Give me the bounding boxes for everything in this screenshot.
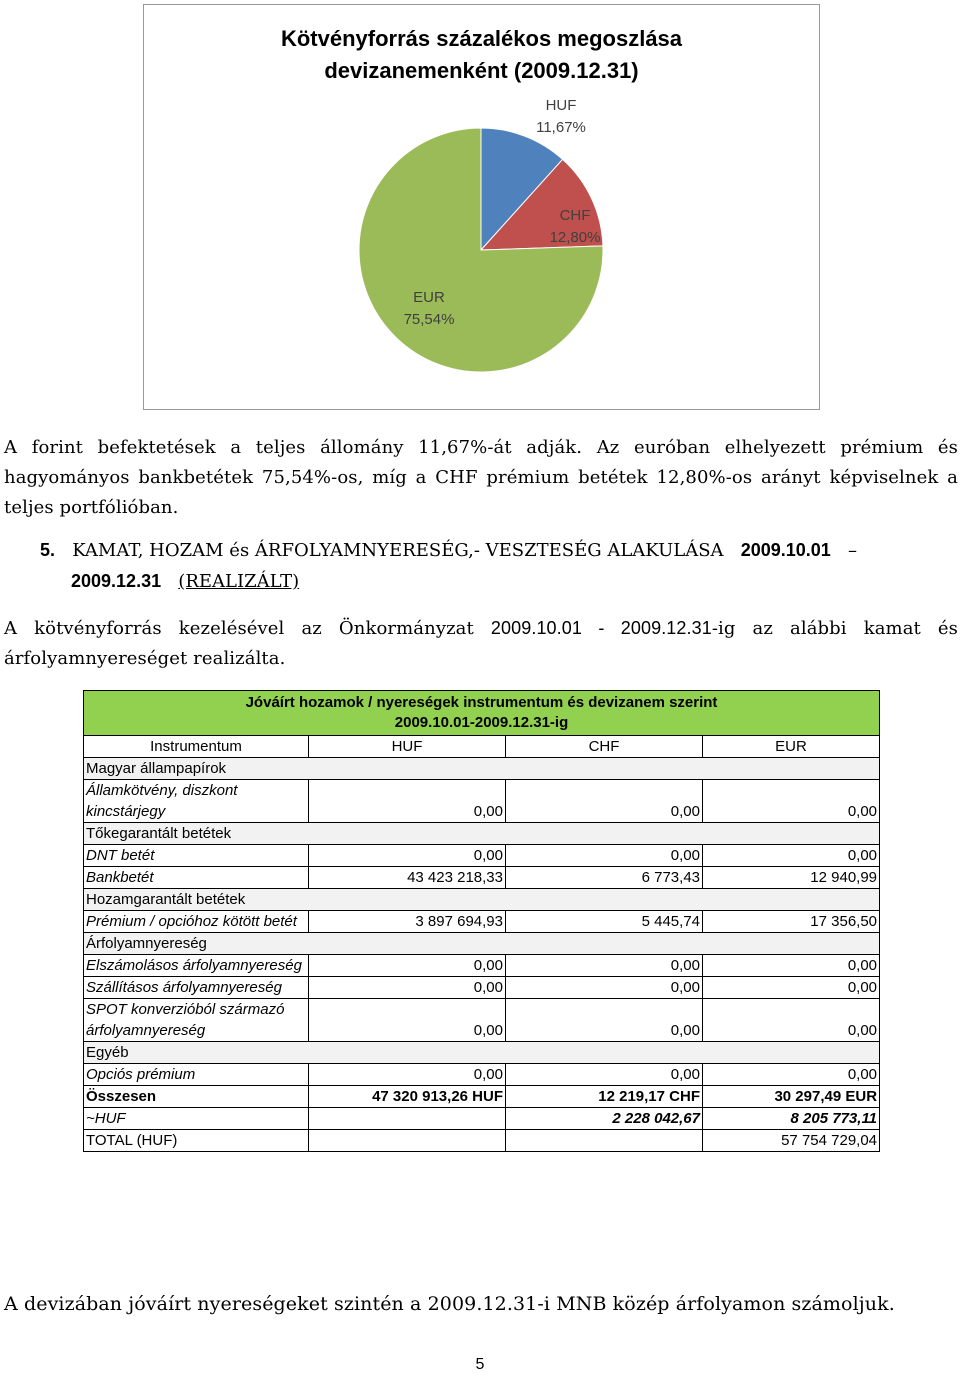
row-label: Elszámolásos árfolyamnyereség xyxy=(84,955,309,977)
cell-eur: 0,00 xyxy=(703,780,880,823)
header-huf: HUF xyxy=(309,736,506,758)
cell-chf: 0,00 xyxy=(506,845,703,867)
section-title: KAMAT, HOZAM és ÁRFOLYAMNYERESÉG,- VESZTESÉG ALAKULÁSA xyxy=(72,540,724,561)
row-label: Szállításos árfolyamnyereség xyxy=(84,977,309,999)
pie-label-chf: CHF xyxy=(559,207,591,224)
group-label: Árfolyamnyereség xyxy=(84,933,880,955)
results-table-grid xyxy=(83,690,880,1152)
approx-chf: 2 228 042,67 xyxy=(506,1108,703,1130)
paragraph-mnb-rate: A devizában jóváírt nyereségeket szintén a 2009.12.31-i MNB közép árfolyamon számoljuk. xyxy=(4,1293,895,1315)
table-row xyxy=(84,845,880,867)
table-caption xyxy=(84,691,880,736)
chart-title-line-1: Kötvényforrás százalékos megoszlása xyxy=(280,26,683,51)
row-label: Prémium / opcióhoz kötött betét xyxy=(84,911,309,933)
section-heading-line-1 xyxy=(40,535,958,566)
pie-value-huf: 11,67% xyxy=(536,119,586,136)
grand-chf xyxy=(506,1130,703,1152)
table-row xyxy=(84,1064,880,1086)
cell-chf: 0,00 xyxy=(506,955,703,977)
section-date-to: 2009.12.31 xyxy=(71,571,162,591)
table-caption-line-1: Jóváírt hozamok / nyereségek instrumentum és devizanem szerint xyxy=(245,694,718,711)
cell-huf: 0,00 xyxy=(309,977,506,999)
cell-eur: 0,00 xyxy=(703,845,880,867)
cell-eur: 0,00 xyxy=(703,1064,880,1086)
header-eur: EUR xyxy=(703,736,880,758)
table-group-row xyxy=(84,758,880,780)
paragraph-realized-dates: 2009.10.01 - 2009.12.31 xyxy=(490,618,712,638)
results-table xyxy=(83,690,879,1152)
group-label: Magyar állampapírok xyxy=(84,758,880,780)
cell-chf: 0,00 xyxy=(506,1064,703,1086)
table-group-row xyxy=(84,823,880,845)
page-number: 5 xyxy=(475,1356,485,1373)
total-label: Összesen xyxy=(84,1086,309,1108)
section-number: 5. xyxy=(40,540,56,560)
row-label: Államkötvény, diszkont kincstárjegy xyxy=(84,780,309,823)
total-eur: 30 297,49 EUR xyxy=(703,1086,880,1108)
group-label: Hozamgarantált betétek xyxy=(84,889,880,911)
group-label: Egyéb xyxy=(84,1042,880,1064)
table-grand-total-row xyxy=(84,1130,880,1152)
cell-huf: 43 423 218,33 xyxy=(309,867,506,889)
table-caption-row xyxy=(84,691,880,736)
table-row xyxy=(84,999,880,1042)
paragraph-realized-intro xyxy=(4,613,958,674)
group-label: Tőkegarantált betétek xyxy=(84,823,880,845)
cell-chf: 0,00 xyxy=(506,780,703,823)
section-dash: – xyxy=(848,540,858,561)
paragraph-portfolio-shares: A forint befektetések a teljes állomány 11,67%-át adják. Az euróban elhelyezett prémium és hagyományos bankbetétek 75,54%-os, míg a CHF prémium betétek 12,80%-os arányt képviselnek a teljes portfólióban. xyxy=(4,437,958,518)
cell-chf: 0,00 xyxy=(506,999,703,1042)
section-suffix: (REALIZÁLT) xyxy=(178,571,300,592)
table-body xyxy=(84,758,880,1086)
table-group-row xyxy=(84,933,880,955)
approx-huf xyxy=(309,1108,506,1130)
row-label: Opciós prémium xyxy=(84,1064,309,1086)
paragraph-realized-before: A kötvényforrás kezelésével az Önkormányzat xyxy=(4,618,474,639)
table-header-row xyxy=(84,736,880,758)
approx-label: ~HUF xyxy=(84,1108,309,1130)
table-row xyxy=(84,780,880,823)
approx-eur: 8 205 773,11 xyxy=(703,1108,880,1130)
cell-eur: 17 356,50 xyxy=(703,911,880,933)
cell-eur: 12 940,99 xyxy=(703,867,880,889)
section-date-from: 2009.10.01 xyxy=(740,540,831,560)
table-row xyxy=(84,911,880,933)
cell-eur: 0,00 xyxy=(703,955,880,977)
pie-label-eur: EUR xyxy=(413,289,445,306)
section-heading-line-2 xyxy=(71,566,958,597)
pie-chart xyxy=(143,4,820,410)
row-label: SPOT konverzióból származó árfolyamnyereség xyxy=(84,999,309,1042)
cell-huf: 3 897 694,93 xyxy=(309,911,506,933)
header-instrument: Instrumentum xyxy=(84,736,309,758)
cell-huf: 0,00 xyxy=(309,845,506,867)
grand-huf xyxy=(309,1130,506,1152)
pie-plot-area xyxy=(144,5,819,409)
total-huf: 47 320 913,26 HUF xyxy=(309,1086,506,1108)
row-label: DNT betét xyxy=(84,845,309,867)
section-heading xyxy=(40,535,958,597)
paragraph-realized-after: -ig az alábbi kamat és árfolyamnyereséget realizálta. xyxy=(4,618,959,669)
header-chf: CHF xyxy=(506,736,703,758)
table-total-row xyxy=(84,1086,880,1108)
table-group-row xyxy=(84,1042,880,1064)
table-group-row xyxy=(84,889,880,911)
grand-eur: 57 754 729,04 xyxy=(703,1130,880,1152)
table-approx-huf-row xyxy=(84,1108,880,1130)
table-caption-line-2: 2009.10.01-2009.12.31-ig xyxy=(394,714,569,731)
cell-chf: 5 445,74 xyxy=(506,911,703,933)
cell-eur: 0,00 xyxy=(703,977,880,999)
pie-value-eur: 75,54% xyxy=(403,311,455,328)
cell-chf: 0,00 xyxy=(506,977,703,999)
row-label: Bankbetét xyxy=(84,867,309,889)
grand-label: TOTAL (HUF) xyxy=(84,1130,309,1152)
cell-huf: 0,00 xyxy=(309,780,506,823)
cell-huf: 0,00 xyxy=(309,1064,506,1086)
cell-huf: 0,00 xyxy=(309,999,506,1042)
table-row xyxy=(84,955,880,977)
pie-label-huf: HUF xyxy=(545,97,577,114)
chart-title-line-2: devizanemenként (2009.12.31) xyxy=(324,58,639,83)
table-row xyxy=(84,977,880,999)
cell-chf: 6 773,43 xyxy=(506,867,703,889)
cell-eur: 0,00 xyxy=(703,999,880,1042)
pie-value-chf: 12,80% xyxy=(549,229,601,246)
table-row xyxy=(84,867,880,889)
total-chf: 12 219,17 CHF xyxy=(506,1086,703,1108)
cell-huf: 0,00 xyxy=(309,955,506,977)
